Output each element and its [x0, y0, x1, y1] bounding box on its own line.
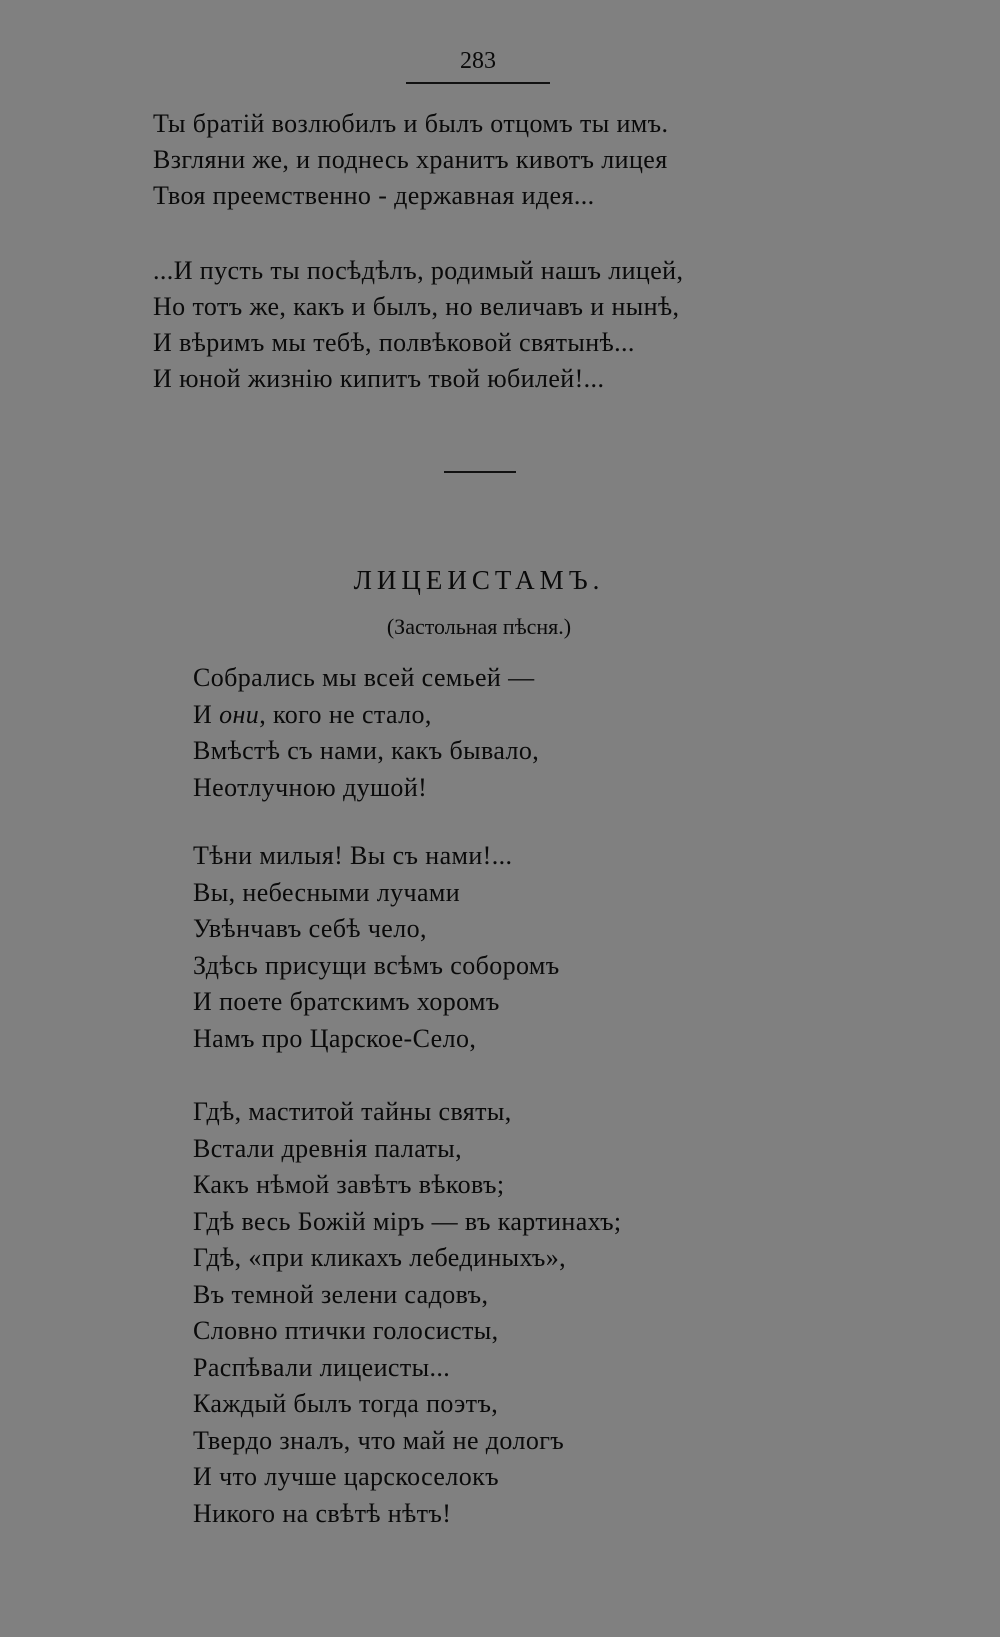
poem-line: Распѣвали лицеисты...	[193, 1352, 451, 1382]
previous-poem-stanza-2	[153, 253, 683, 397]
poem-line: Никого на свѣтѣ нѣтъ!	[193, 1498, 452, 1528]
poem-line: Твоя преемственно - державная идея...	[153, 181, 595, 210]
line-text: И	[193, 699, 220, 729]
poem-subtitle: (Застольная пѣсня.)	[386, 614, 572, 639]
poem-line: Встали древнія палаты,	[193, 1133, 463, 1163]
poem-stanza-1	[193, 660, 539, 806]
poem-line: Гдѣ весь Божій міръ — въ картинахъ;	[193, 1206, 622, 1236]
poem-stanza-3	[193, 1094, 622, 1532]
poem-line-with-italic	[193, 697, 539, 734]
poem-line: Здѣсь присущи всѣмъ соборомъ	[193, 950, 560, 980]
page-number-rule	[406, 82, 550, 84]
poem-line: Увѣнчавъ себѣ чело,	[193, 914, 427, 943]
poem-line: Вы, небесными лучами	[193, 877, 461, 907]
poem-line: Вмѣстѣ съ нами, какъ бывало,	[193, 736, 540, 765]
poem-line: И что лучше царскоселокъ	[193, 1462, 499, 1491]
poem-line: Въ темной зелени садовъ,	[193, 1279, 489, 1309]
previous-poem-stanza-1	[153, 106, 668, 214]
poem-line: Гдѣ, маститой тайны святы,	[193, 1097, 512, 1126]
poem-line: Твердо зналъ, что май не дологъ	[193, 1425, 565, 1455]
poem-line: ...И пусть ты посѣдѣлъ, родимый нашъ лицей,	[153, 256, 684, 285]
poem-line: Ты братій возлюбилъ и былъ отцомъ ты имъ.	[153, 109, 669, 138]
section-divider	[444, 471, 516, 473]
poem-line: Но тотъ же, какъ и былъ, но величавъ и нынѣ,	[153, 292, 680, 321]
poem-stanza-2	[193, 838, 560, 1057]
page-number: 283	[460, 48, 496, 74]
poem-line: Каждый былъ тогда поэтъ,	[193, 1389, 499, 1418]
poem-line: Взгляни же, и поднесь хранитъ кивотъ лицея	[153, 145, 668, 174]
poem-line: Тѣни милыя! Вы съ нами!...	[193, 841, 513, 870]
poem-line: И юной жизнію кипитъ твой юбилей!...	[153, 364, 605, 393]
poem-line: Намъ про Царское-Село,	[193, 1023, 477, 1053]
poem-line: Гдѣ, «при кликахъ лебединыхъ»,	[193, 1243, 567, 1272]
poem-line: Неотлучною душой!	[193, 772, 428, 802]
poem-line: Собрались мы всей семьей —	[193, 663, 535, 692]
poem-line: И вѣримъ мы тебѣ, полвѣковой святынѣ...	[153, 328, 635, 357]
poem-line: Какъ нѣмой завѣтъ вѣковъ;	[193, 1170, 505, 1199]
poem-line: Словно птички голосисты,	[193, 1316, 499, 1345]
poem-title: ЛИЦЕИСТАМЪ.	[353, 565, 605, 595]
poem-line: И поете братскимъ хоромъ	[193, 987, 500, 1016]
line-text: , кого не стало,	[259, 699, 432, 729]
italic-word: они	[219, 699, 260, 729]
